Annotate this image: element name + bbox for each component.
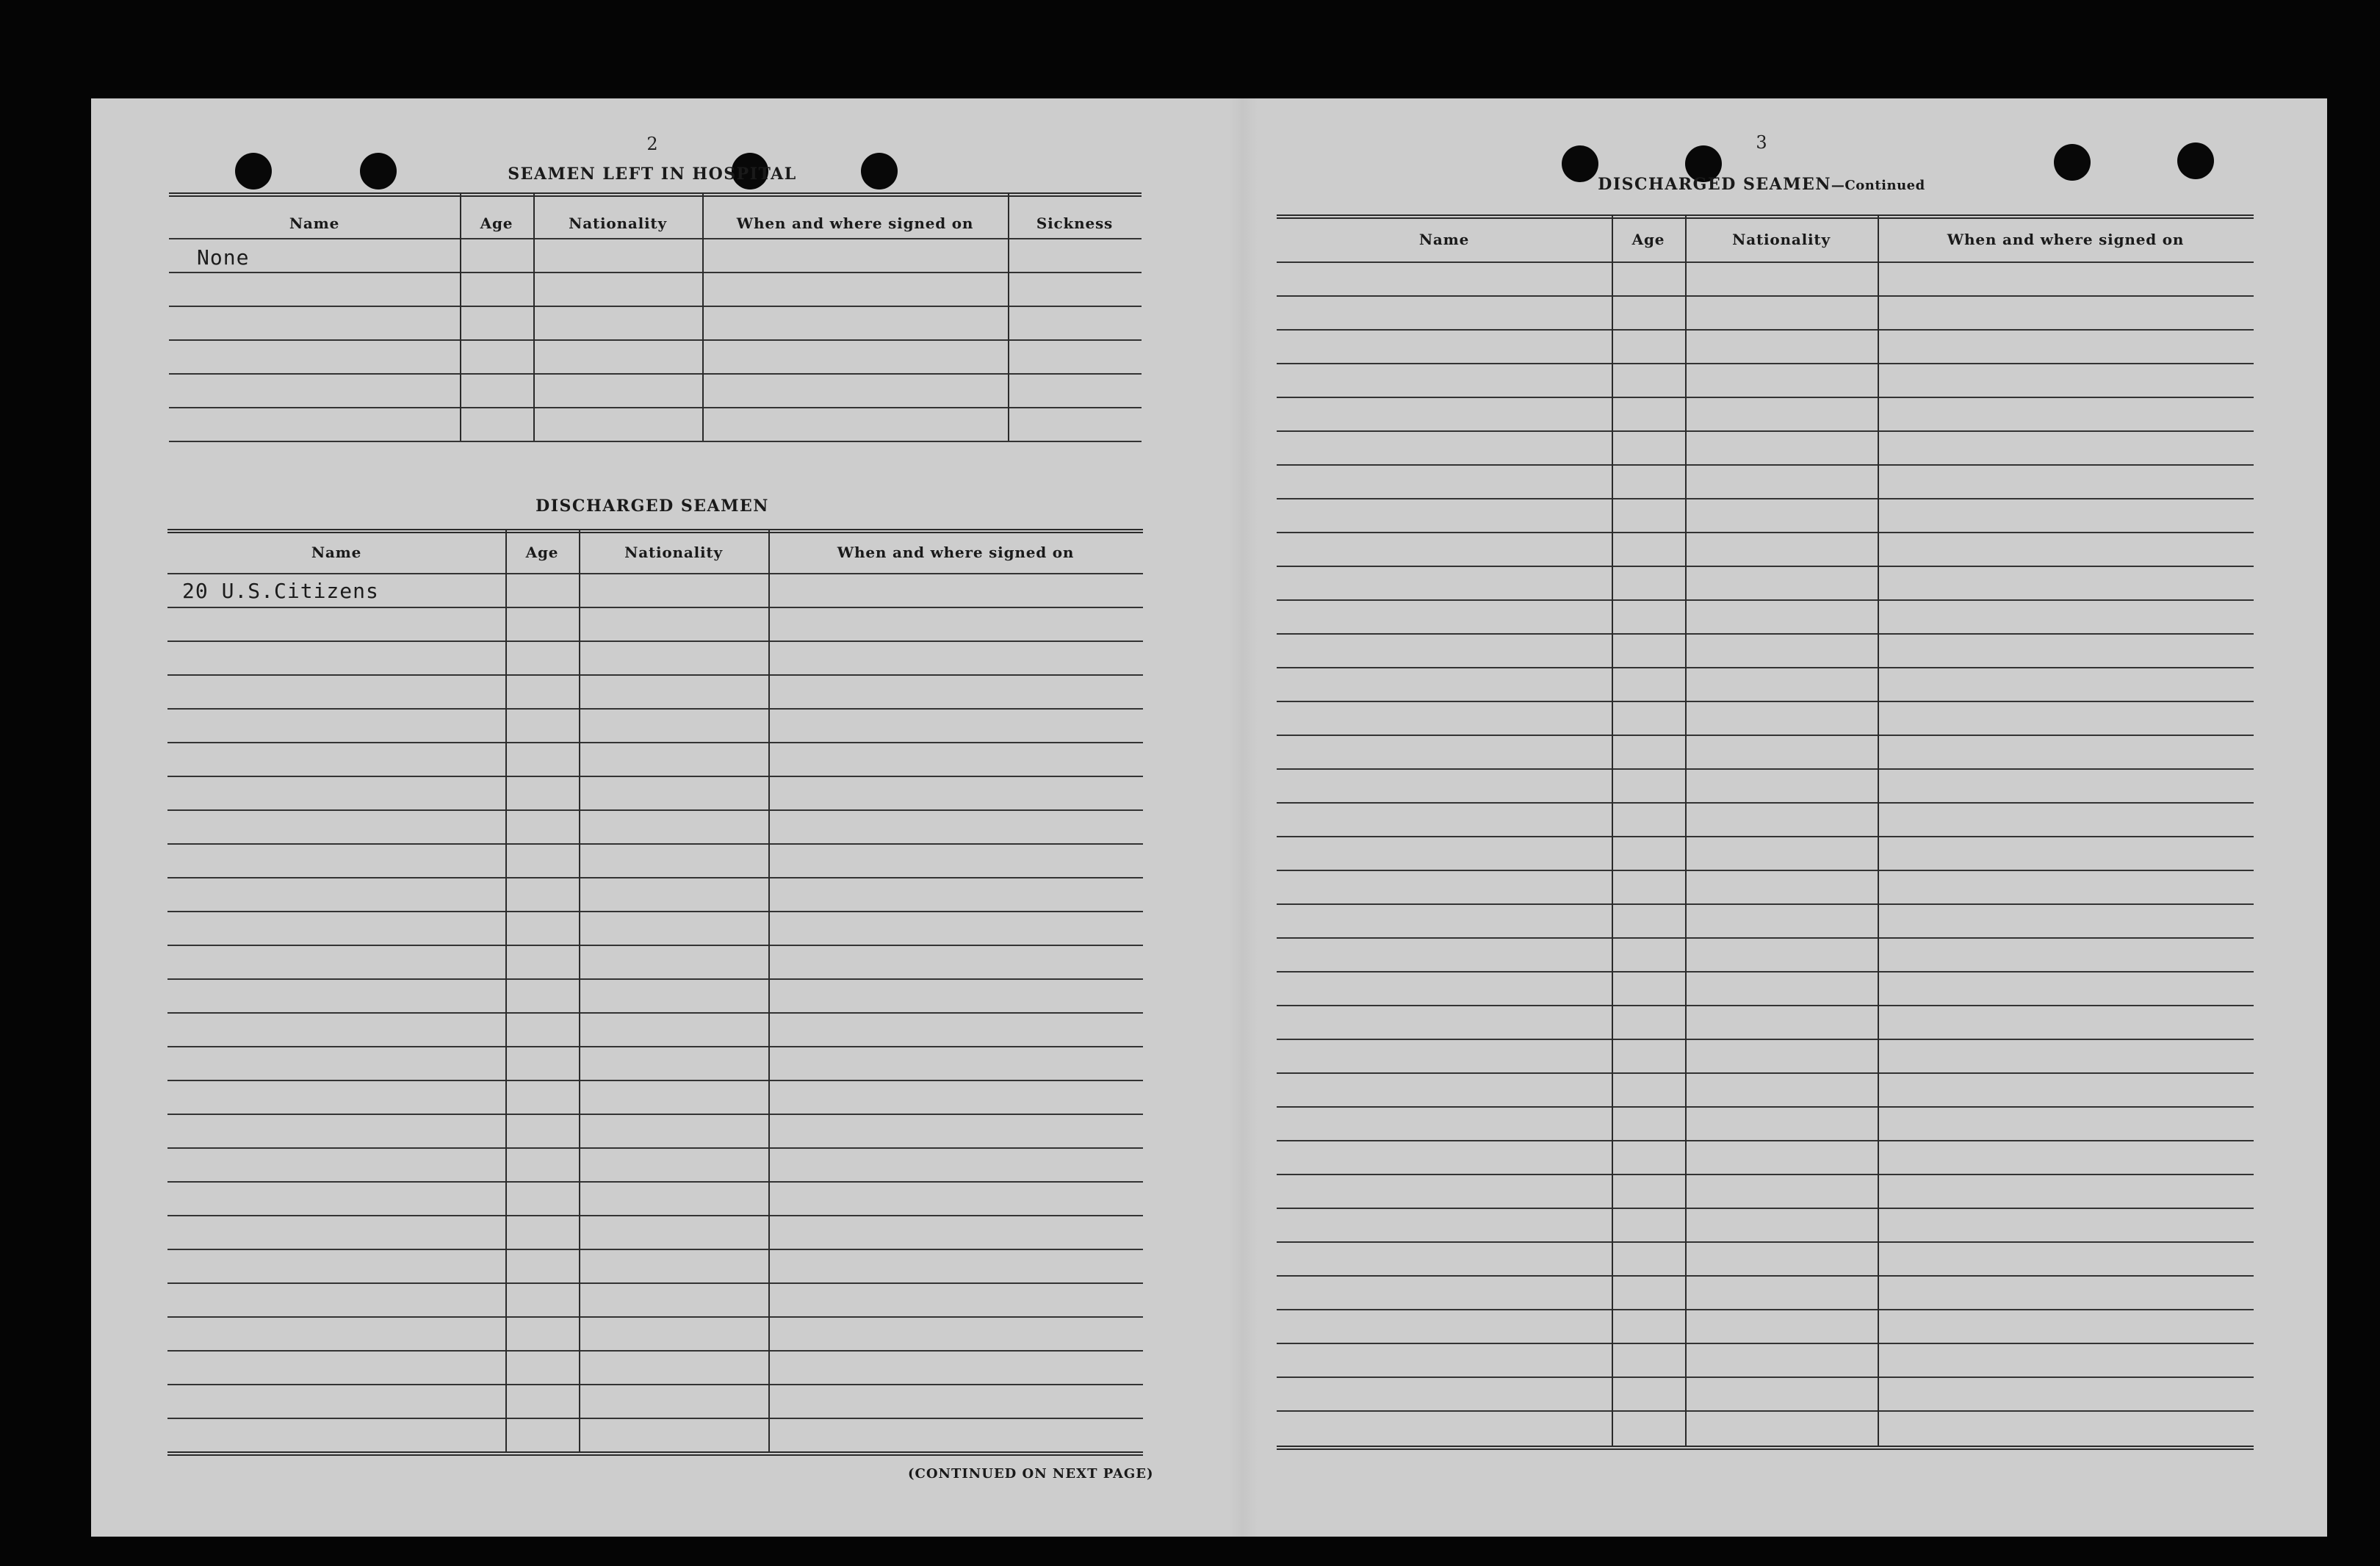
column-divider — [1685, 214, 1687, 1446]
row-line — [167, 911, 1143, 912]
row-line — [1277, 532, 2254, 533]
row-line — [169, 373, 1142, 375]
header-rule — [1277, 261, 2254, 263]
column-header-name: Name — [289, 214, 340, 232]
column-header-age: Age — [1631, 231, 1665, 248]
hospital-entry-name: None — [197, 245, 250, 270]
punch-hole — [1562, 145, 1598, 182]
row-line — [167, 1316, 1143, 1318]
row-line — [167, 945, 1143, 946]
row-line — [169, 441, 1142, 442]
row-line — [167, 1215, 1143, 1216]
row-line — [1277, 464, 2254, 466]
column-header-nationality: Nationality — [1732, 231, 1831, 248]
row-line — [1277, 1072, 2254, 1074]
row-line — [167, 978, 1143, 980]
row-line — [167, 843, 1143, 845]
row-line — [1277, 937, 2254, 939]
row-line — [169, 339, 1142, 341]
column-divider — [1878, 214, 1879, 1446]
column-header-signed-on: When and where signed on — [1947, 231, 2185, 248]
page-fold — [1228, 98, 1258, 1537]
row-line — [1277, 1106, 2254, 1108]
row-line — [1277, 768, 2254, 770]
table-top-rule — [1277, 214, 2254, 219]
punch-hole — [2177, 142, 2214, 179]
column-header-age: Age — [480, 214, 513, 232]
column-header-name: Name — [311, 544, 362, 561]
table-top-rule — [167, 529, 1143, 533]
hospital-table — [169, 192, 1142, 583]
page-number: 2 — [646, 134, 658, 154]
row-line — [167, 1384, 1143, 1385]
column-header-age: Age — [525, 544, 559, 561]
row-line — [167, 809, 1143, 811]
row-line — [1277, 1343, 2254, 1344]
row-line — [1277, 498, 2254, 499]
row-line — [167, 674, 1143, 676]
page-number: 3 — [1756, 132, 1767, 153]
column-divider — [1008, 192, 1009, 441]
row-line — [167, 1012, 1143, 1014]
row-line — [1277, 701, 2254, 702]
row-line — [1277, 735, 2254, 736]
table-top-rule — [169, 192, 1142, 197]
row-line — [167, 1046, 1143, 1047]
row-line — [167, 708, 1143, 710]
row-line — [1277, 870, 2254, 871]
column-header-name: Name — [1418, 231, 1470, 248]
row-line — [167, 742, 1143, 743]
discharged-section-title: DISCHARGED SEAMEN — [536, 497, 769, 516]
discharged-entry-name: 20 U.S.Citizens — [182, 579, 379, 603]
row-line — [1277, 1005, 2254, 1006]
column-header-nationality: Nationality — [624, 544, 723, 561]
title-suffix: —Continued — [1831, 178, 1925, 193]
row-line — [1277, 1410, 2254, 1412]
row-line — [167, 1114, 1143, 1115]
row-line — [1277, 363, 2254, 364]
row-line — [1277, 836, 2254, 837]
header-rule — [167, 573, 1143, 574]
row-line — [1277, 667, 2254, 668]
row-line — [167, 1147, 1143, 1149]
row-line — [1277, 1208, 2254, 1209]
row-line — [1277, 1309, 2254, 1310]
row-line — [169, 272, 1142, 273]
punch-hole — [2054, 144, 2091, 181]
row-line — [1277, 1039, 2254, 1040]
column-divider — [533, 192, 535, 441]
punch-hole — [861, 153, 898, 190]
column-divider — [1612, 214, 1613, 1446]
row-line — [167, 1080, 1143, 1081]
row-line — [1277, 903, 2254, 905]
row-line — [167, 1282, 1143, 1284]
column-header-nationality: Nationality — [569, 214, 667, 232]
row-line — [167, 1181, 1143, 1183]
row-line — [167, 1249, 1143, 1250]
row-line — [1277, 295, 2254, 297]
table-bottom-rule — [1277, 1446, 2254, 1450]
row-line — [167, 776, 1143, 777]
row-line — [167, 877, 1143, 878]
row-line — [169, 306, 1142, 307]
discharged-continued-title — [1598, 175, 1925, 194]
title-text: DISCHARGED SEAMEN — [1598, 175, 1831, 194]
discharged-table — [167, 529, 1143, 1466]
row-line — [1277, 599, 2254, 601]
table-bottom-rule — [167, 1451, 1143, 1456]
row-line — [1277, 1241, 2254, 1243]
row-line — [167, 641, 1143, 642]
column-header-signed-on: When and where signed on — [837, 544, 1075, 561]
column-divider — [702, 192, 704, 441]
row-line — [167, 1350, 1143, 1352]
row-line — [1277, 329, 2254, 331]
row-line — [1277, 1174, 2254, 1175]
column-divider — [579, 529, 580, 1451]
manifest-sheet — [91, 98, 2327, 1537]
column-divider — [768, 529, 770, 1451]
row-line — [1277, 802, 2254, 804]
row-line — [167, 1418, 1143, 1419]
punch-hole — [235, 153, 272, 190]
header-rule — [169, 238, 1142, 239]
discharged-continued-table — [1277, 214, 2254, 1468]
row-line — [1277, 1275, 2254, 1277]
row-line — [1277, 430, 2254, 432]
row-line — [1277, 1140, 2254, 1141]
row-line — [1277, 971, 2254, 973]
hospital-section-title: SEAMEN LEFT IN HOSPITAL — [508, 165, 797, 184]
row-line — [1277, 1376, 2254, 1378]
column-divider — [505, 529, 507, 1451]
row-line — [1277, 566, 2254, 567]
row-line — [169, 407, 1142, 408]
row-line — [1277, 633, 2254, 635]
row-line — [1277, 397, 2254, 398]
column-divider — [460, 192, 461, 441]
punch-hole — [360, 153, 397, 190]
column-header-signed-on: When and where signed on — [736, 214, 974, 232]
continued-note: (CONTINUED ON NEXT PAGE) — [908, 1466, 1154, 1482]
column-header-sickness: Sickness — [1036, 214, 1114, 232]
row-line — [167, 607, 1143, 608]
